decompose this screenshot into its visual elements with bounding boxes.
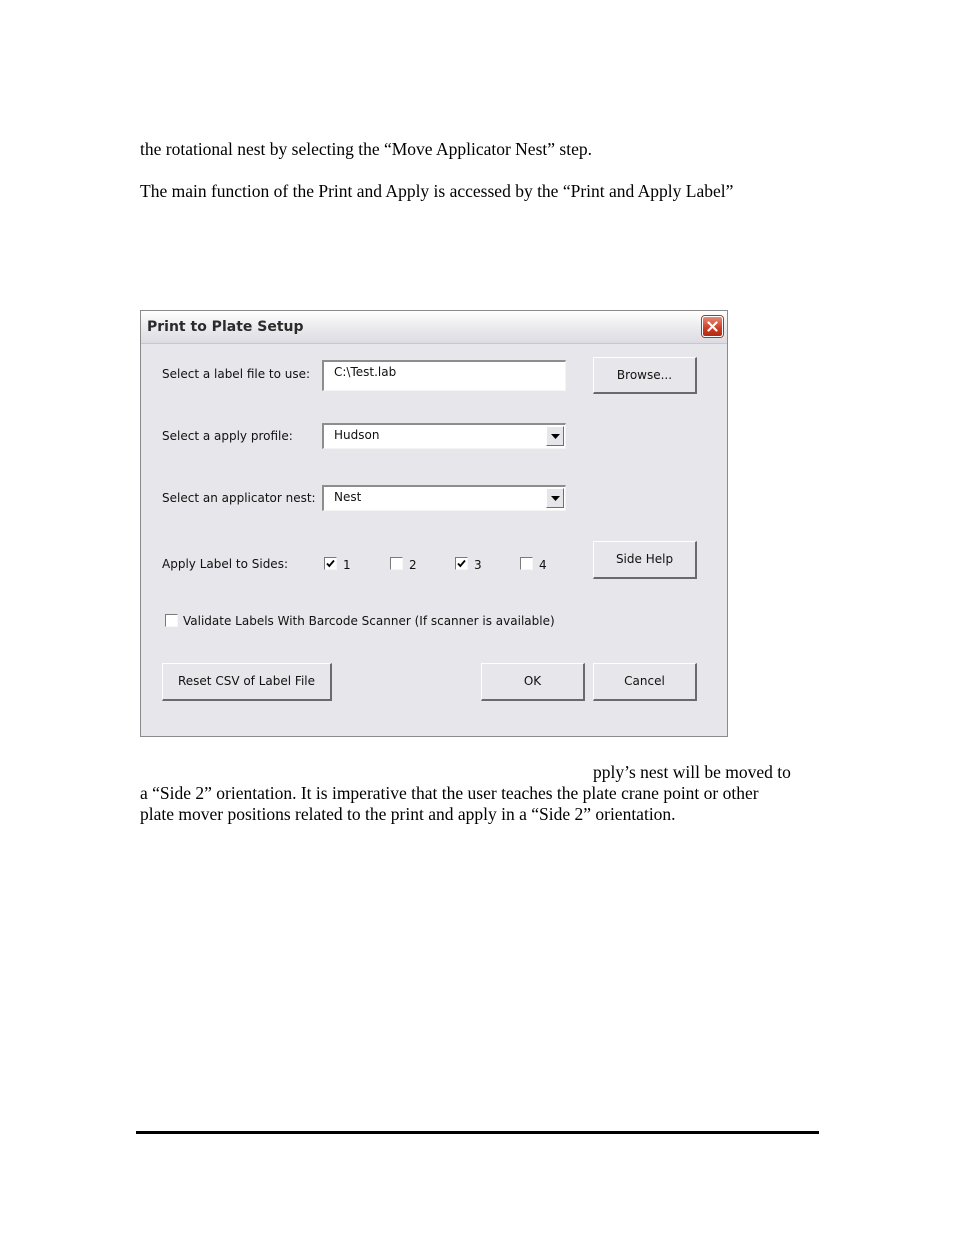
checkmark-icon xyxy=(325,558,336,569)
paragraph-2: The main function of the Print and Apply is accessed by the “Print and Apply Label” xyxy=(140,181,734,201)
side-4-label: 4 xyxy=(539,558,547,572)
paragraph-3-line-3: plate mover positions related to the print and apply in a “Side 2” orientation. xyxy=(140,804,676,824)
ok-button[interactable]: OK xyxy=(481,663,585,701)
apply-sides-label: Apply Label to Sides: xyxy=(162,557,288,571)
close-button[interactable] xyxy=(702,316,723,337)
side-4-checkbox[interactable] xyxy=(520,557,533,570)
side-2-checkbox[interactable] xyxy=(390,557,403,570)
side-3-label: 3 xyxy=(474,558,482,572)
side-help-button[interactable]: Side Help xyxy=(593,541,697,579)
label-file-label: Select a label file to use: xyxy=(162,367,311,381)
side-2-label: 2 xyxy=(409,558,417,572)
paragraph-1: the rotational nest by selecting the “Move Applicator Nest” step. xyxy=(140,139,592,159)
dialog-body xyxy=(144,344,724,733)
label-file-input[interactable]: C:\Test.lab xyxy=(322,360,566,391)
chevron-down-icon xyxy=(551,496,560,501)
apply-profile-label: Select a apply profile: xyxy=(162,429,293,443)
paragraph-3-line-2: a “Side 2” orientation. It is imperative that the user teaches the plate crane point or other xyxy=(140,783,759,803)
close-icon xyxy=(707,321,718,332)
apply-profile-dropdown-button[interactable] xyxy=(546,426,564,446)
browse-button[interactable]: Browse... xyxy=(593,357,697,394)
apply-profile-value: Hudson xyxy=(334,428,380,442)
applicator-nest-dropdown-button[interactable] xyxy=(546,488,564,508)
chevron-down-icon xyxy=(551,434,560,439)
validate-barcode-label: Validate Labels With Barcode Scanner (If scanner is available) xyxy=(183,614,555,628)
applicator-nest-label: Select an applicator nest: xyxy=(162,491,316,505)
side-3-checkbox[interactable] xyxy=(455,557,468,570)
footer-rule xyxy=(136,1131,819,1134)
side-1-label: 1 xyxy=(343,558,351,572)
applicator-nest-select[interactable] xyxy=(322,485,566,511)
dialog-title: Print to Plate Setup xyxy=(147,319,304,335)
cancel-button[interactable]: Cancel xyxy=(593,663,697,701)
applicator-nest-value: Nest xyxy=(334,490,362,504)
apply-profile-select[interactable] xyxy=(322,423,566,449)
validate-barcode-checkbox[interactable] xyxy=(165,614,178,627)
side-1-checkbox[interactable] xyxy=(324,557,337,570)
dialog-titlebar[interactable] xyxy=(141,311,727,344)
paragraph-3-line-1: pply’s nest will be moved to xyxy=(593,762,791,782)
reset-csv-button[interactable]: Reset CSV of Label File xyxy=(162,663,332,701)
checkmark-icon xyxy=(456,558,467,569)
print-to-plate-setup-dialog xyxy=(140,310,728,737)
